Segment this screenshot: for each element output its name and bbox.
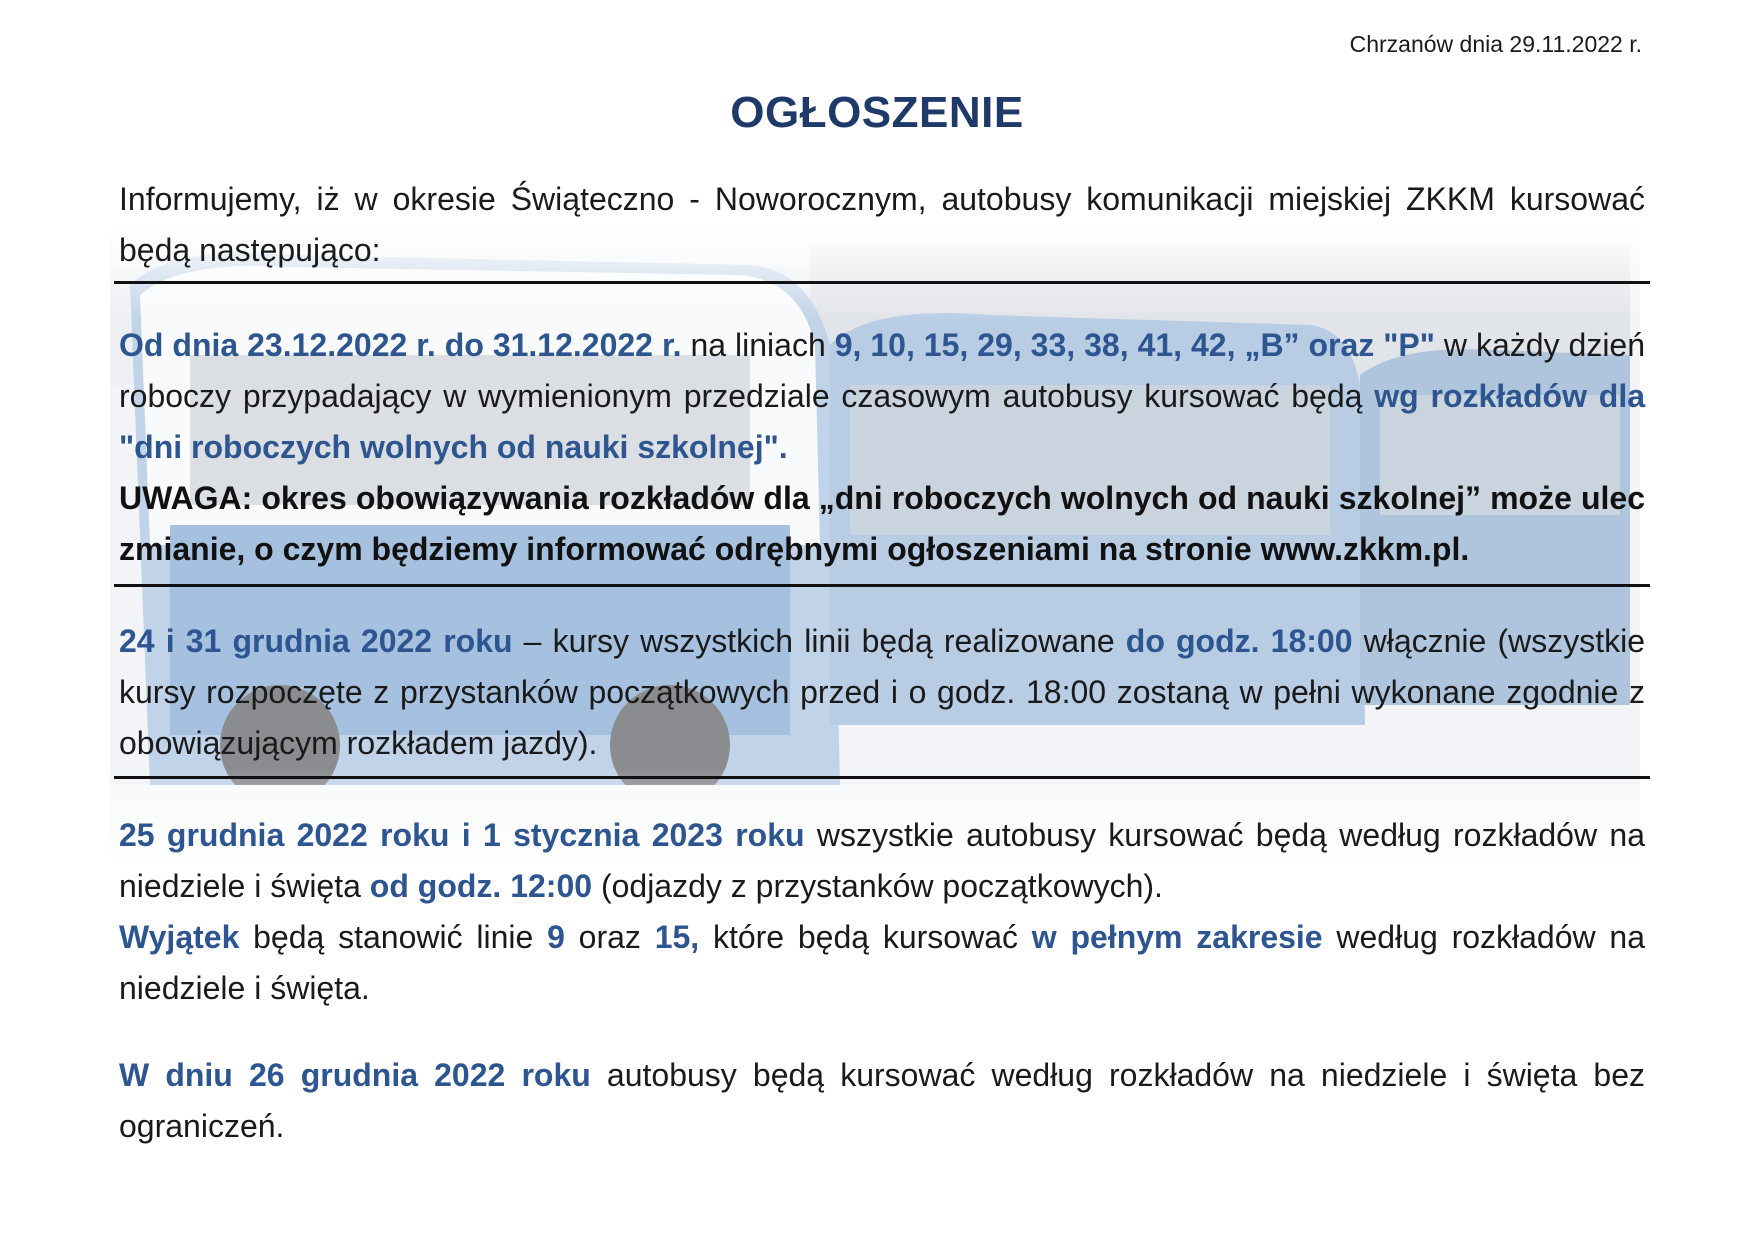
section1-schedule: wg rozkładów dla "dni roboczych wolnych od nauki szkolnej".: [119, 378, 1646, 465]
section3-exception-body2: oraz: [564, 919, 655, 955]
section3-full-range: w pełnym zakresie: [1031, 919, 1323, 955]
section3-line-b: 15,: [654, 919, 700, 955]
section3-body1: wszystkie autobusy kursować będą według rozkładów na niedziele i święta: [119, 817, 1646, 904]
date-line: Chrzanów dnia 29.11.2022 r.: [1349, 31, 1642, 57]
section1-lines: 9, 10, 15, 29, 33, 38, 41, 42, „B” oraz "P": [834, 327, 1435, 363]
section1-dates: Od dnia 23.12.2022 r. do 31.12.2022 r.: [119, 327, 682, 363]
section2-dates: 24 i 31 grudnia 2022 roku: [119, 623, 513, 659]
divider: [114, 776, 1650, 779]
section1-on-lines: na liniach: [681, 327, 835, 363]
section-holidays: [119, 810, 1645, 1014]
section1-body: w każdy dzień roboczy przypadający w wymienionym przedziale czasowym autobusy kursować będą: [119, 327, 1646, 414]
section4-body: autobusy będą kursować według rozkładów na niedziele i święta bez ograniczeń.: [119, 1057, 1646, 1144]
intro-paragraph: Informujemy, iż w okresie Świąteczno - Noworocznym, autobusy komunikacji miejskiej ZKKM kursować będą następująco:: [119, 181, 1645, 268]
section3-body2: (odjazdy z przystanków początkowych).: [592, 868, 1163, 904]
divider: [114, 584, 1650, 587]
section-christmas-eve: [119, 616, 1645, 769]
section3-exception-body4: według rozkładów na niedziele i święta.: [119, 919, 1646, 1006]
section3-dates: 25 grudnia 2022 roku i 1 stycznia 2023 roku: [119, 817, 805, 853]
section2-body2: włącznie (wszystkie kursy rozpoczęte z przystanków początkowych przed i o godz. 18:00 zostaną w pełni wykonane zgodnie z obowiązującym rozkładem jazdy).: [119, 623, 1646, 761]
section3-time: od godz. 12:00: [369, 868, 593, 904]
divider: [114, 281, 1650, 284]
section3-line-a: 9: [547, 919, 565, 955]
section2-body1: – kursy wszystkich linii będą realizowane: [512, 623, 1126, 659]
section3-exception-label: Wyjątek: [119, 919, 240, 955]
section2-time: do godz. 18:00: [1125, 623, 1353, 659]
section-boxing-day: [119, 1050, 1645, 1152]
section4-dates: W dniu 26 grudnia 2022 roku: [119, 1057, 591, 1093]
section3-exception-body3: które będą kursować: [699, 919, 1032, 955]
section-working-days: [119, 320, 1645, 575]
section3-exception-body1: będą stanowić linie: [239, 919, 548, 955]
section1-warning: UWAGA: okres obowiązywania rozkładów dla „dni roboczych wolnych od nauki szkolnej” może ulec zmianie, o czym będziemy informować odrębnymi ogłoszeniami na stronie www.zkkm.pl.: [119, 480, 1645, 567]
page-title: OGŁOSZENIE: [730, 88, 1024, 137]
